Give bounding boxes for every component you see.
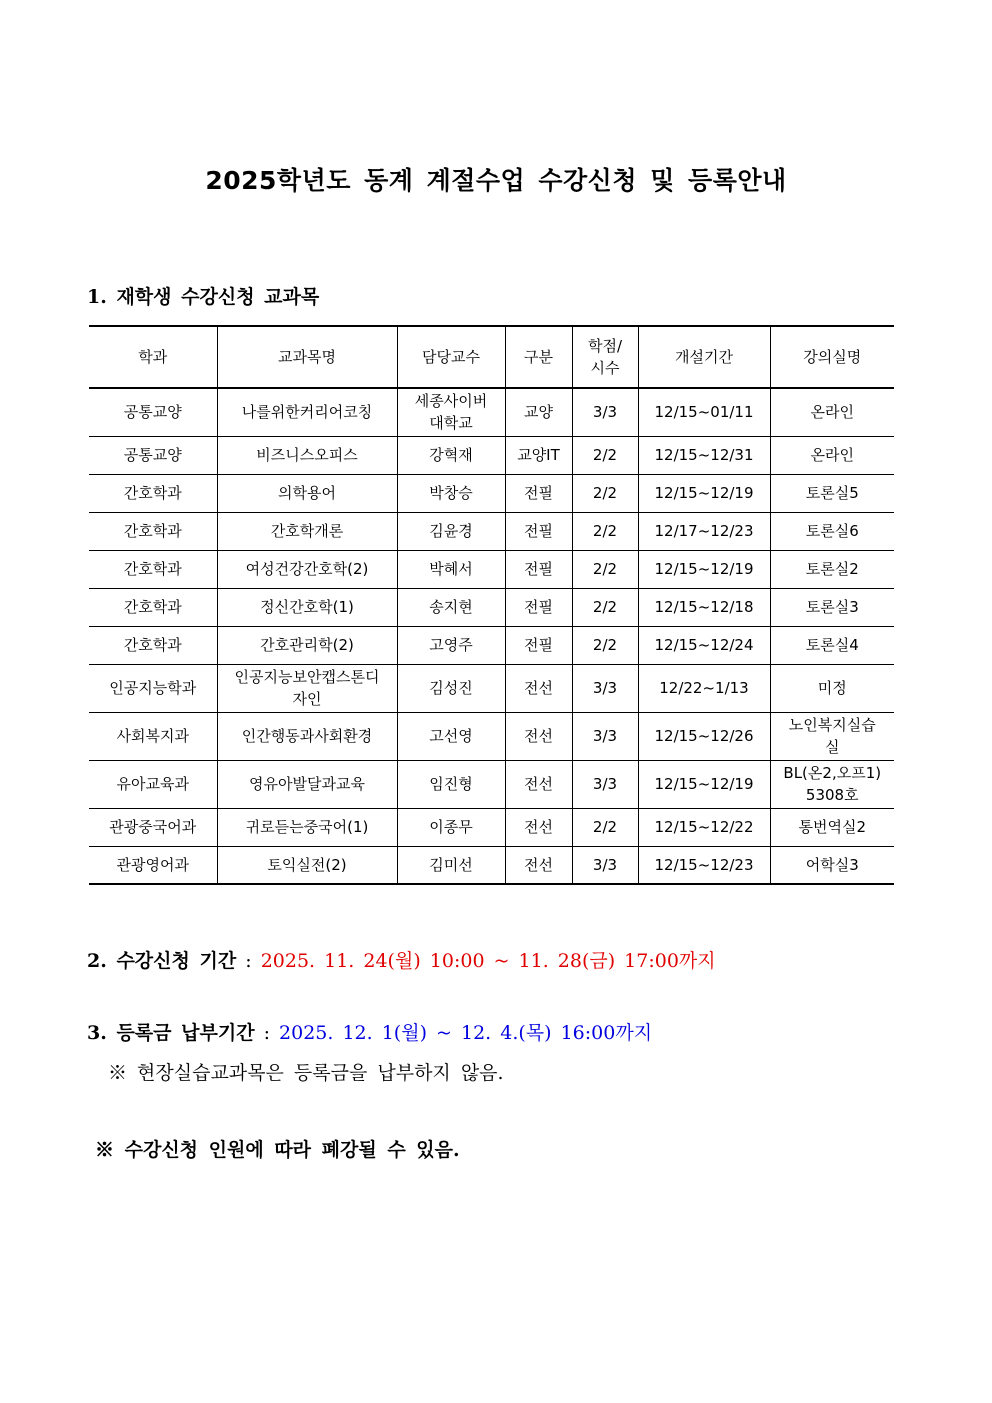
cell-category: 교양IT xyxy=(505,436,572,474)
cell-course-name: 인공지능보안캡스톤디 자인 xyxy=(217,664,397,712)
table-header-row xyxy=(89,326,894,388)
cell-professor: 강혁재 xyxy=(397,436,505,474)
table-row xyxy=(89,512,894,550)
cell-course-name: 비즈니스오피스 xyxy=(217,436,397,474)
cell-course-name: 정신간호학(1) xyxy=(217,588,397,626)
cell-department: 관광영어과 xyxy=(89,846,217,884)
field-practice-note: ※ 현장실습교과목은 등록금을 납부하지 않음. xyxy=(108,1062,504,1084)
cell-category: 교양 xyxy=(505,388,572,436)
payment-period-label: 3. 등록금 납부기간 xyxy=(87,1022,255,1044)
cell-professor: 세종사이버 대학교 xyxy=(397,388,505,436)
section-1-heading: 1. 재학생 수강신청 교과목 xyxy=(87,286,320,308)
header-period: 개설기간 xyxy=(638,326,770,388)
page-title: 2025학년도 동계 계절수업 수강신청 및 등록안내 xyxy=(205,166,787,195)
section-2-registration-period xyxy=(87,946,716,973)
cell-category: 전필 xyxy=(505,588,572,626)
cancellation-note: ※ 수강신청 인원에 따라 폐강될 수 있음. xyxy=(95,1139,460,1161)
table-row xyxy=(89,712,894,760)
cell-credits-hours: 3/3 xyxy=(572,664,638,712)
cell-period: 12/17~12/23 xyxy=(638,512,770,550)
cell-course-name: 간호학개론 xyxy=(217,512,397,550)
table-row xyxy=(89,664,894,712)
cell-course-name: 의학용어 xyxy=(217,474,397,512)
table-row xyxy=(89,388,894,436)
cell-credits-hours: 2/2 xyxy=(572,474,638,512)
cell-period: 12/15~12/23 xyxy=(638,846,770,884)
cell-classroom: 토론실4 xyxy=(770,626,894,664)
cell-period: 12/15~12/22 xyxy=(638,808,770,846)
table-body xyxy=(89,388,894,884)
cell-professor: 김윤경 xyxy=(397,512,505,550)
cell-department: 인공지능학과 xyxy=(89,664,217,712)
cell-classroom: 토론실5 xyxy=(770,474,894,512)
table-row xyxy=(89,550,894,588)
cell-department: 간호학과 xyxy=(89,512,217,550)
header-credits-hours: 학점/ 시수 xyxy=(572,326,638,388)
cell-category: 전필 xyxy=(505,550,572,588)
cell-period: 12/15~12/24 xyxy=(638,626,770,664)
cell-department: 관광중국어과 xyxy=(89,808,217,846)
cell-professor: 고영주 xyxy=(397,626,505,664)
cell-credits-hours: 2/2 xyxy=(572,436,638,474)
cell-classroom: 미정 xyxy=(770,664,894,712)
cell-course-name: 여성건강간호학(2) xyxy=(217,550,397,588)
cell-credits-hours: 2/2 xyxy=(572,512,638,550)
cell-classroom: 토론실6 xyxy=(770,512,894,550)
cell-course-name: 토익실전(2) xyxy=(217,846,397,884)
cell-professor: 박창승 xyxy=(397,474,505,512)
cell-course-name: 인간행동과사회환경 xyxy=(217,712,397,760)
table-row xyxy=(89,846,894,884)
cell-credits-hours: 2/2 xyxy=(572,626,638,664)
section-3-payment-period xyxy=(87,1018,652,1045)
cell-professor: 송지현 xyxy=(397,588,505,626)
cell-classroom: 온라인 xyxy=(770,436,894,474)
cell-professor: 김미선 xyxy=(397,846,505,884)
cell-professor: 이종무 xyxy=(397,808,505,846)
cell-department: 간호학과 xyxy=(89,588,217,626)
cell-category: 전필 xyxy=(505,626,572,664)
cell-category: 전선 xyxy=(505,712,572,760)
cell-period: 12/15~12/19 xyxy=(638,550,770,588)
cell-credits-hours: 3/3 xyxy=(572,712,638,760)
cell-classroom: 통번역실2 xyxy=(770,808,894,846)
table-row xyxy=(89,760,894,808)
cell-credits-hours: 3/3 xyxy=(572,846,638,884)
cell-course-name: 귀로듣는중국어(1) xyxy=(217,808,397,846)
cell-period: 12/15~12/19 xyxy=(638,474,770,512)
table-row xyxy=(89,588,894,626)
header-professor: 담당교수 xyxy=(397,326,505,388)
cell-period: 12/15~12/19 xyxy=(638,760,770,808)
registration-period-value: 2025. 11. 24(월) 10:00 ~ 11. 28(금) 17:00까지 xyxy=(260,950,716,972)
cell-credits-hours: 3/3 xyxy=(572,388,638,436)
cell-professor: 김성진 xyxy=(397,664,505,712)
header-classroom: 강의실명 xyxy=(770,326,894,388)
cell-professor: 임진형 xyxy=(397,760,505,808)
cell-department: 공통교양 xyxy=(89,436,217,474)
cell-credits-hours: 2/2 xyxy=(572,588,638,626)
header-department: 학과 xyxy=(89,326,217,388)
cell-period: 12/15~12/26 xyxy=(638,712,770,760)
cell-department: 간호학과 xyxy=(89,550,217,588)
cell-category: 전선 xyxy=(505,808,572,846)
table-row xyxy=(89,626,894,664)
cell-category: 전선 xyxy=(505,760,572,808)
header-category: 구분 xyxy=(505,326,572,388)
cell-department: 유아교육과 xyxy=(89,760,217,808)
cell-course-name: 영유아발달과교육 xyxy=(217,760,397,808)
cell-period: 12/15~12/31 xyxy=(638,436,770,474)
separator: : xyxy=(254,1022,280,1044)
payment-period-value: 2025. 12. 1(월) ~ 12. 4.(목) 16:00까지 xyxy=(279,1022,653,1044)
cell-credits-hours: 2/2 xyxy=(572,808,638,846)
cell-classroom: 노인복지실습 실 xyxy=(770,712,894,760)
table-row xyxy=(89,474,894,512)
cell-category: 전필 xyxy=(505,512,572,550)
registration-period-label: 2. 수강신청 기간 xyxy=(87,950,237,972)
course-table xyxy=(89,325,894,885)
cell-credits-hours: 2/2 xyxy=(572,550,638,588)
table-row xyxy=(89,436,894,474)
cell-category: 전필 xyxy=(505,474,572,512)
cell-classroom: 어학실3 xyxy=(770,846,894,884)
cell-department: 간호학과 xyxy=(89,626,217,664)
cell-course-name: 나를위한커리어코칭 xyxy=(217,388,397,436)
cell-department: 사회복지과 xyxy=(89,712,217,760)
cell-credits-hours: 3/3 xyxy=(572,760,638,808)
cell-classroom: 온라인 xyxy=(770,388,894,436)
separator: : xyxy=(236,950,261,972)
cell-category: 전선 xyxy=(505,664,572,712)
cell-professor: 고선영 xyxy=(397,712,505,760)
cell-classroom: 토론실3 xyxy=(770,588,894,626)
cell-professor: 박혜서 xyxy=(397,550,505,588)
cell-period: 12/22~1/13 xyxy=(638,664,770,712)
cell-department: 간호학과 xyxy=(89,474,217,512)
cell-category: 전선 xyxy=(505,846,572,884)
cell-classroom: BL(온2,오프1) 5308호 xyxy=(770,760,894,808)
cell-course-name: 간호관리학(2) xyxy=(217,626,397,664)
table-row xyxy=(89,808,894,846)
cell-period: 12/15~01/11 xyxy=(638,388,770,436)
cell-period: 12/15~12/18 xyxy=(638,588,770,626)
cell-classroom: 토론실2 xyxy=(770,550,894,588)
header-course-name: 교과목명 xyxy=(217,326,397,388)
cell-department: 공통교양 xyxy=(89,388,217,436)
